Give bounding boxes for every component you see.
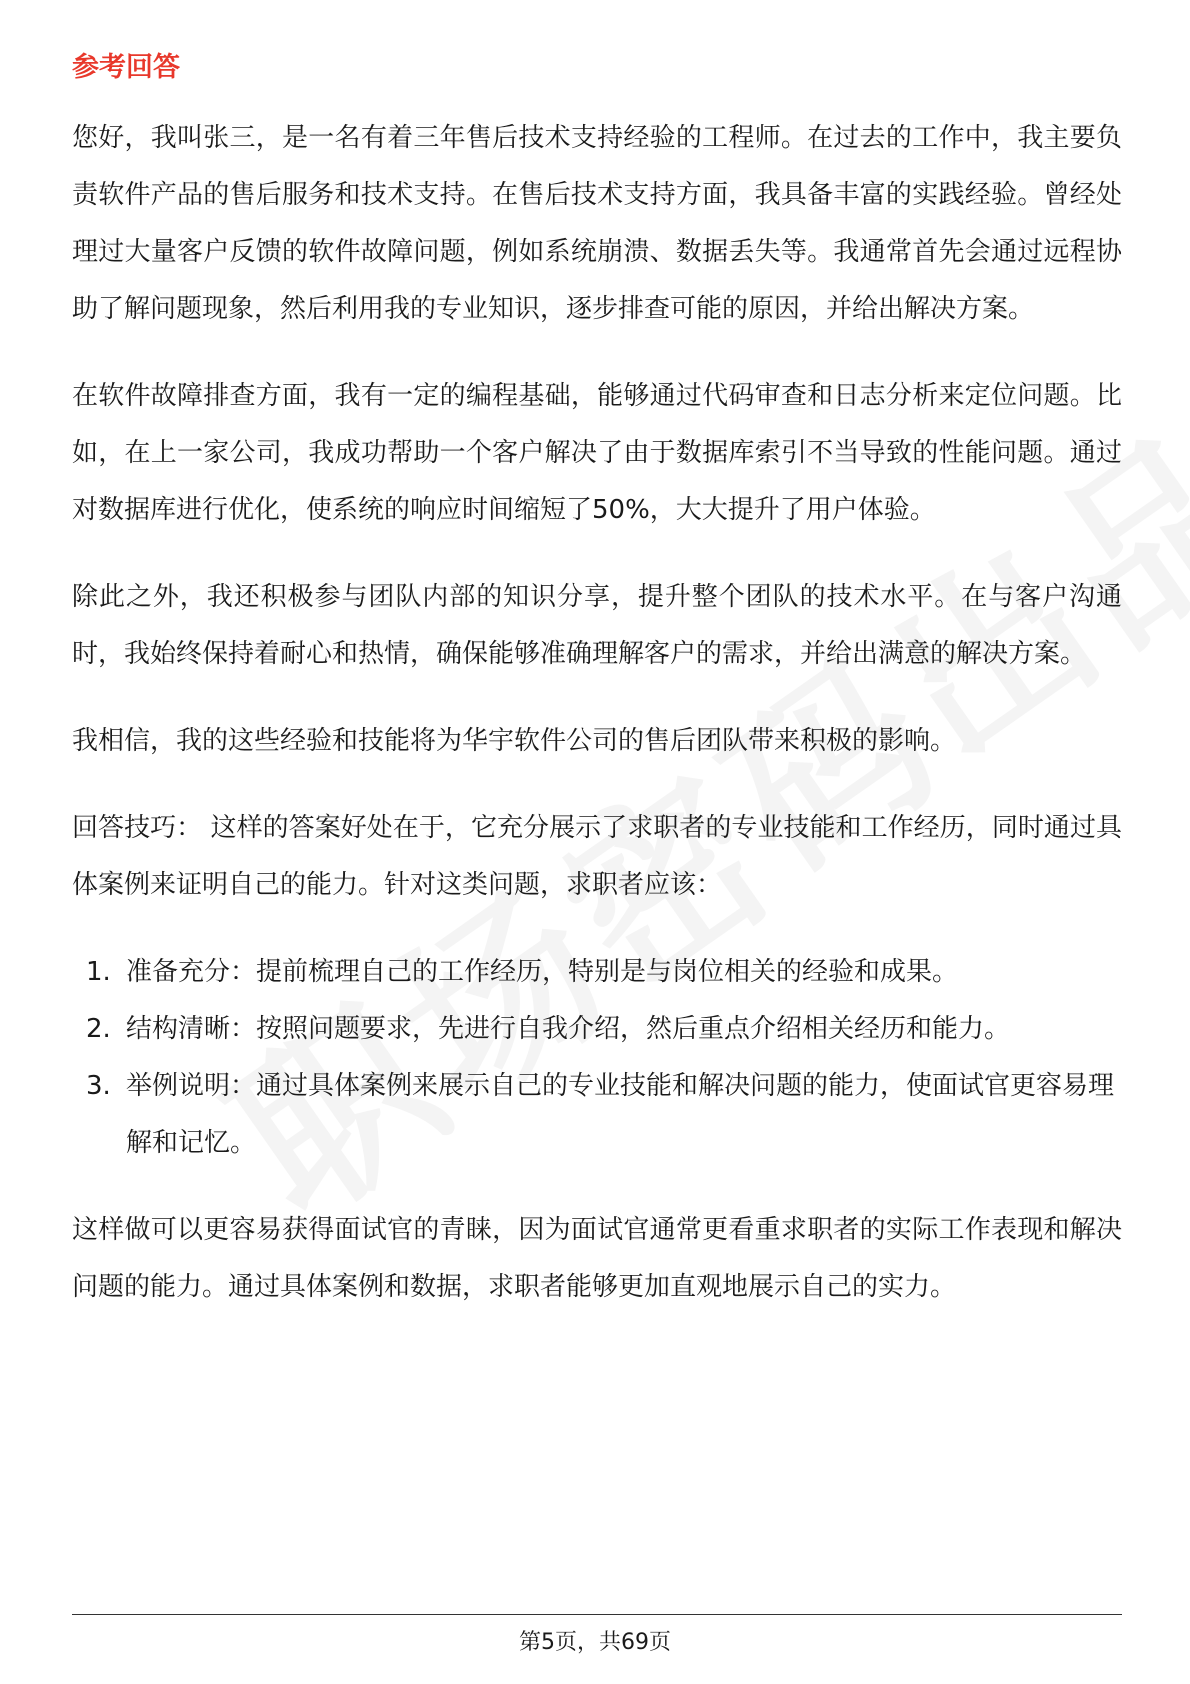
list-item-text: 举例说明：通过具体案例来展示自己的专业技能和解决问题的能力，使面试官更容易理解和记忆。 <box>126 1071 1115 1158</box>
footer-divider <box>72 1614 1122 1615</box>
list-item-number: 3. <box>86 1071 111 1101</box>
list-item <box>72 1001 1122 1058</box>
paragraph-troubleshooting: 在软件故障排查方面，我有一定的编程基础，能够通过代码审查和日志分析来定位问题。比如，在上一家公司，我成功帮助一个客户解决了由于数据库索引不当导致的性能问题。通过对数据库进行优化，使系统的响应时间缩短了50%，大大提升了用户体验。 <box>72 381 1122 525</box>
list-item-number: 1. <box>86 957 111 987</box>
paragraph-conclusion: 我相信，我的这些经验和技能将为华宇软件公司的售后团队带来积极的影响。 <box>72 726 957 756</box>
paragraph-teamwork: 除此之外，我还积极参与团队内部的知识分享，提升整个团队的技术水平。在与客户沟通时，我始终保持着耐心和热情，确保能够准确理解客户的需求，并给出满意的解决方案。 <box>72 582 1122 669</box>
section-title: 参考回答 <box>72 52 180 83</box>
list-item-number: 2. <box>86 1014 111 1044</box>
tips-list <box>72 944 1122 1172</box>
paragraph-intro: 您好，我叫张三，是一名有着三年售后技术支持经验的工程师。在过去的工作中，我主要负责软件产品的售后服务和技术支持。在售后技术支持方面，我具备丰富的实践经验。曾经处理过大量客户反馈的软件故障问题，例如系统崩溃、数据丢失等。我通常首先会通过远程协助了解问题现象，然后利用我的专业知识，逐步排查可能的原因，并给出解决方案。 <box>72 123 1122 324</box>
list-item <box>72 1058 1122 1172</box>
list-item <box>72 944 1122 1001</box>
page-number: 第5页，共69页 <box>519 1630 671 1655</box>
paragraph-closing: 这样做可以更容易获得面试官的青睐，因为面试官通常更看重求职者的实际工作表现和解决问题的能力。通过具体案例和数据，求职者能够更加直观地展示自己的实力。 <box>72 1215 1122 1302</box>
page-content <box>72 48 1122 1346</box>
list-item-text: 准备充分：提前梳理自己的工作经历，特别是与岗位相关的经验和成果。 <box>126 957 959 987</box>
paragraph-answer-tips: 回答技巧： 这样的答案好处在于，它充分展示了求职者的专业技能和工作经历，同时通过具体案例来证明自己的能力。针对这类问题，求职者应该： <box>72 813 1122 900</box>
list-item-text: 结构清晰：按照问题要求，先进行自我介绍，然后重点介绍相关经历和能力。 <box>126 1014 1011 1044</box>
